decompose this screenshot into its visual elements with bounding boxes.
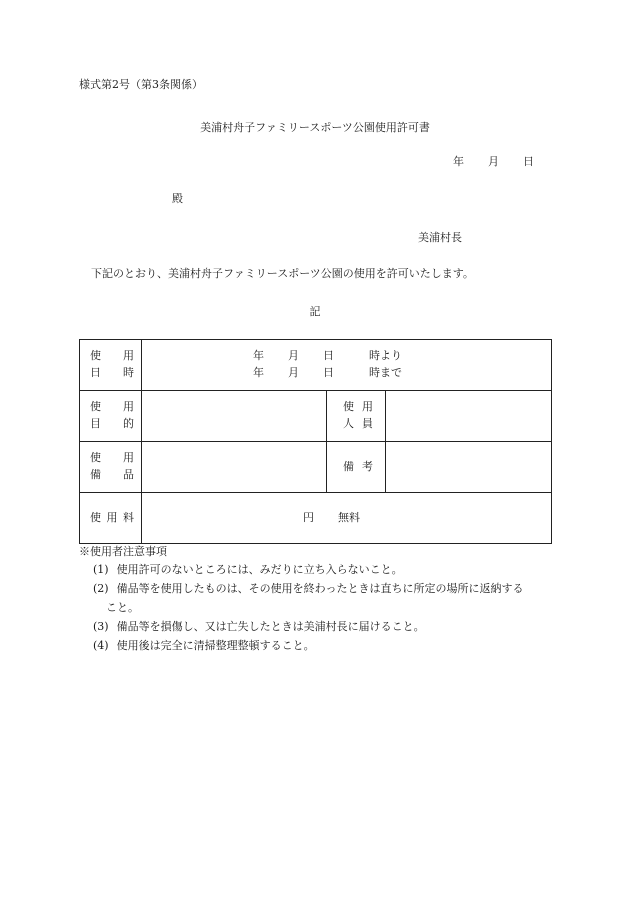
- note-number: (1): [93, 563, 109, 576]
- label-char: 用: [123, 451, 134, 464]
- label-char: 日: [90, 366, 101, 379]
- label-char: 用: [123, 349, 134, 362]
- label-char: 備: [90, 468, 101, 481]
- until-time: 時まで: [369, 366, 402, 379]
- label-usage-equipment: [80, 442, 142, 493]
- note-number: (4): [93, 639, 109, 652]
- label-usage-purpose: [80, 391, 142, 442]
- until-year: 年: [253, 366, 264, 379]
- label-char: 員: [362, 417, 373, 430]
- date-month: 月: [488, 155, 499, 168]
- note-item: [93, 563, 403, 576]
- intro-text: 下記のとおり、美浦村舟子ファミリースポーツ公園の使用を許可いたします。: [91, 267, 474, 280]
- label-char: 目: [90, 417, 101, 430]
- note-item: [93, 582, 523, 595]
- until-month: 月: [288, 366, 299, 379]
- note-text: 備品等を使用したものは、その使用を終わったときは直ちに所定の場所に返納する: [116, 582, 524, 595]
- label-char: 人: [343, 417, 354, 430]
- permit-table: [79, 339, 552, 544]
- note-text: 使用許可のないところには、みだりに立ち入らないこと。: [116, 563, 403, 576]
- label-usage-people: [327, 391, 386, 442]
- date-day: 日: [523, 155, 534, 168]
- label-char: 品: [123, 468, 134, 481]
- form-number: 様式第2号（第3条関係）: [79, 78, 203, 91]
- label-char: 時: [123, 366, 134, 379]
- label-char: 使: [90, 511, 101, 524]
- label-char: 料: [123, 511, 134, 524]
- usage-people-field[interactable]: [386, 391, 552, 442]
- fee-yen: 円: [303, 511, 314, 524]
- label-char: 使: [90, 451, 101, 464]
- usage-purpose-field[interactable]: [142, 391, 327, 442]
- row-usage-datetime: [80, 340, 552, 391]
- label-char: 用: [362, 400, 373, 413]
- note-item: [93, 639, 315, 652]
- label-char: 備: [343, 460, 354, 473]
- label-char: 考: [362, 460, 373, 473]
- issue-date: [453, 155, 534, 168]
- until-day: 日: [323, 366, 334, 379]
- addressee-suffix: 殿: [172, 192, 183, 205]
- document-title: 美浦村舟子ファミリースポーツ公園使用許可書: [200, 121, 430, 134]
- usage-equipment-field[interactable]: [142, 442, 327, 493]
- fee-field[interactable]: [142, 493, 552, 544]
- date-year: 年: [453, 155, 464, 168]
- row-purpose-people: [80, 391, 552, 442]
- label-char: 使: [343, 400, 354, 413]
- remarks-field[interactable]: [386, 442, 552, 493]
- fee-free: 無料: [338, 511, 360, 524]
- label-char: 使: [90, 400, 101, 413]
- from-day: 日: [323, 349, 334, 362]
- note-number: (2): [93, 582, 109, 595]
- label-char: 用: [106, 511, 118, 524]
- label-fee: [80, 493, 142, 544]
- note-item: [93, 620, 425, 633]
- ki-heading: 記: [309, 305, 321, 318]
- from-year: 年: [253, 349, 264, 362]
- issuer-name: 美浦村長: [418, 231, 462, 244]
- label-remarks: [327, 442, 386, 493]
- note-number: (3): [93, 620, 109, 633]
- note-item-continuation: こと。: [106, 601, 139, 614]
- usage-datetime-field[interactable]: [142, 340, 552, 391]
- label-char: 的: [123, 417, 134, 430]
- datetime-until: [253, 366, 402, 379]
- label-char: 使: [90, 349, 101, 362]
- label-usage-datetime: [80, 340, 142, 391]
- note-text: 使用後は完全に清掃整理整頓すること。: [116, 639, 315, 652]
- datetime-from: [253, 349, 402, 362]
- from-month: 月: [288, 349, 299, 362]
- notes-heading: ※使用者注意事項: [79, 545, 167, 558]
- note-text: 備品等を損傷し、又は亡失したときは美浦村長に届けること。: [116, 620, 425, 633]
- label-char: 用: [123, 400, 134, 413]
- from-time: 時より: [369, 349, 402, 362]
- row-equipment-remarks: [80, 442, 552, 493]
- row-fee: [80, 493, 552, 544]
